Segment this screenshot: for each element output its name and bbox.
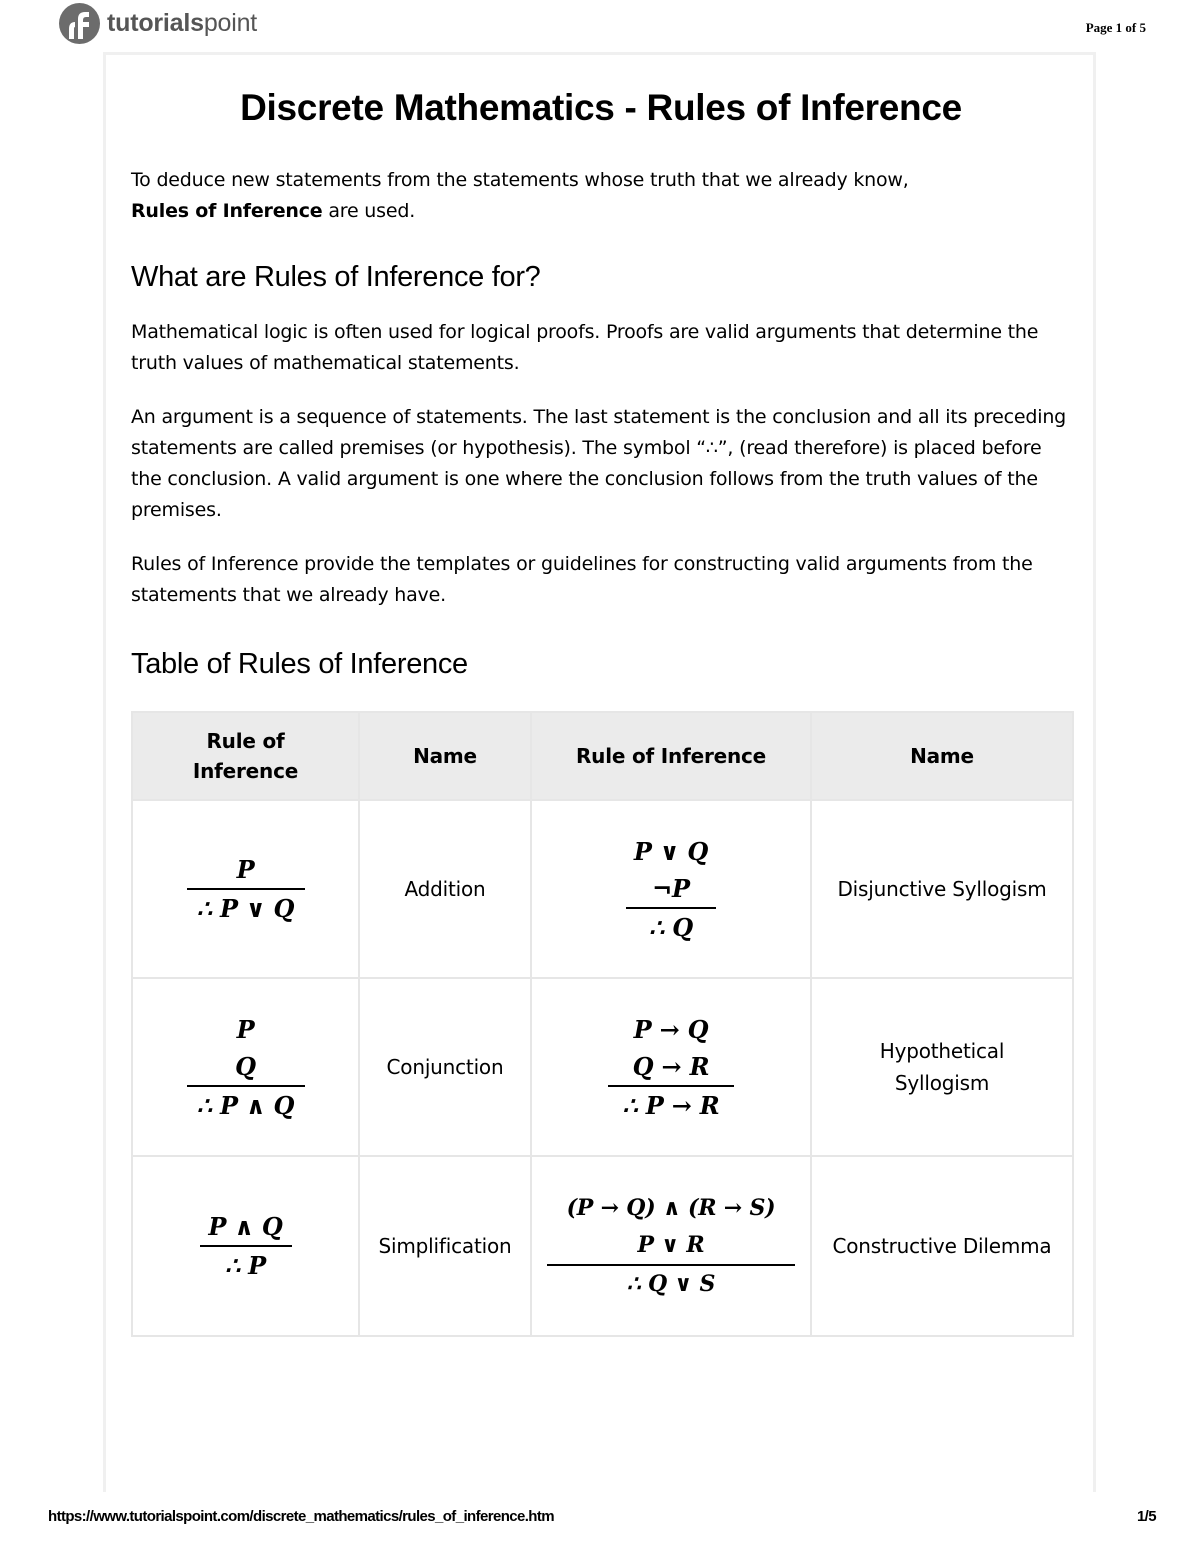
inference-rule — [547, 1190, 795, 1303]
premise: P ∨ R — [637, 1231, 705, 1258]
conclusion: ∴ P → R — [622, 1090, 720, 1120]
rule-cell — [531, 800, 811, 978]
premise: (P → Q) ∧ (R → S) — [566, 1194, 776, 1221]
premise: P — [236, 855, 255, 884]
header-name-right: Name — [811, 712, 1073, 800]
inference-rule — [187, 1011, 305, 1124]
inference-rule — [187, 851, 305, 927]
rule-cell — [132, 978, 359, 1156]
table-row — [132, 978, 1073, 1156]
premise: P ∧ Q — [208, 1212, 283, 1241]
premise: Q → R — [632, 1051, 710, 1081]
inference-rule — [200, 1208, 292, 1284]
rule-name: Simplification — [359, 1156, 531, 1336]
intro-tail: are used. — [322, 200, 416, 222]
rule-cell — [531, 1156, 811, 1336]
rules-table — [131, 711, 1074, 1337]
rule-name: Hypothetical Syllogism — [811, 978, 1073, 1156]
premise: ¬P — [652, 873, 690, 903]
rule-name: Disjunctive Syllogism — [811, 800, 1073, 978]
footer-page-number: 1/5 — [1136, 1508, 1156, 1525]
inference-rule — [626, 833, 716, 946]
rule-name: Conjunction — [359, 978, 531, 1156]
premise: Q — [235, 1051, 256, 1081]
premise: P → Q — [633, 1014, 709, 1044]
premise: P ∨ Q — [633, 836, 709, 866]
logo-wordmark: tutorialspoint — [107, 9, 258, 37]
paragraph-argument: An argument is a sequence of statements. The last statement is the conclusion and all its preceding statements are called premises (or hypothesis). The symbol “∴”, (read therefore) is placed before the conclusion. A valid argument is one where the conclusion follows from the truth values of the premises. — [131, 406, 1067, 521]
conclusion: ∴ Q — [649, 912, 693, 942]
conclusion: ∴ P ∧ Q — [196, 1090, 295, 1120]
rule-cell — [531, 978, 811, 1156]
page-title: Discrete Mathematics - Rules of Inference — [240, 87, 962, 128]
header-rule-right: Rule of Inference — [531, 712, 811, 800]
paragraph-logic: Mathematical logic is often used for logical proofs. Proofs are valid arguments that determine the truth values of mathematical statements. — [131, 321, 1039, 374]
inference-rule — [608, 1011, 734, 1124]
header-name-left: Name — [359, 712, 531, 800]
logo-icon — [59, 3, 100, 44]
table-row — [132, 800, 1073, 978]
section-heading-purpose: What are Rules of Inference for? — [131, 261, 541, 293]
rule-name: Constructive Dilemma — [811, 1156, 1073, 1336]
paragraph-templates: Rules of Inference provide the templates or guidelines for constructing valid arguments from the statements that we already have. — [131, 553, 1033, 606]
header-rule-left: Rule of Inference — [132, 712, 359, 800]
premise: P — [236, 1014, 255, 1044]
section-heading-table: Table of Rules of Inference — [131, 648, 468, 680]
conclusion: ∴ P ∨ Q — [196, 894, 295, 923]
table-header-row — [132, 712, 1073, 800]
article-body — [131, 82, 1071, 684]
intro-bold: Rules of Inference — [131, 200, 323, 222]
intro-text: To deduce new statements from the statements whose truth that we already know, — [131, 169, 909, 191]
conclusion: ∴ P — [224, 1251, 267, 1280]
page-indicator: Page 1 of 5 — [1085, 20, 1146, 35]
site-logo[interactable] — [59, 3, 257, 44]
rule-cell — [132, 800, 359, 978]
footer-url[interactable]: https://www.tutorialspoint.com/discrete_mathematics/rules_of_inference.htm — [48, 1508, 555, 1525]
table-row — [132, 1156, 1073, 1336]
rule-cell — [132, 1156, 359, 1336]
rule-name: Addition — [359, 800, 531, 978]
conclusion: ∴ Q ∨ S — [626, 1270, 716, 1297]
intro-paragraph — [131, 165, 1071, 227]
